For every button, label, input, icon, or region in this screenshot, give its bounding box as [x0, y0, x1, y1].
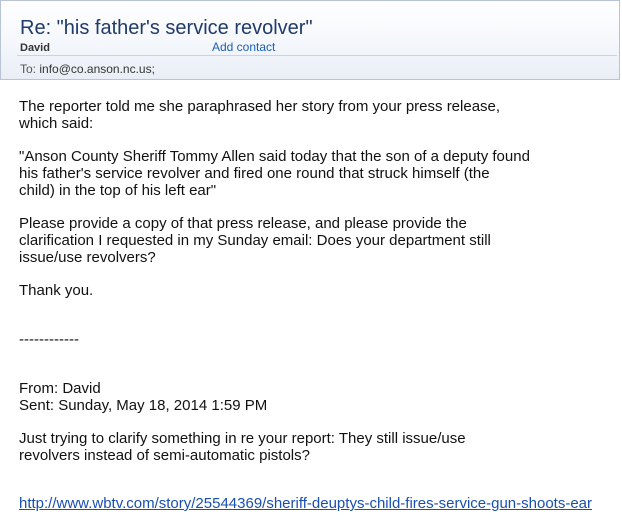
- sender-name[interactable]: David: [20, 42, 50, 54]
- thank-you: Thank you.: [19, 282, 94, 299]
- email-subject: Re: "his father's service revolver": [20, 17, 313, 39]
- quoted-sent: Sent: Sunday, May 18, 2014 1:59 PM: [19, 397, 268, 414]
- quoted-from: From: David: [19, 380, 101, 397]
- story-link[interactable]: http://www.wbtv.com/story/25544369/sheriff-deuptys-child-fires-service-gun-shoots-ear: [19, 495, 593, 512]
- quoted-press-release: "Anson County Sheriff Tommy Allen said today that the son of a deputy found his father's service revolver and fired one round that struck himself (the child) in the top of his left ear": [19, 148, 530, 199]
- email-header: [0, 0, 620, 80]
- quoted-message: Just trying to clarify something in re your report: They still issue/use revolvers instead of semi-automatic pistols?: [19, 430, 466, 464]
- add-contact-link[interactable]: Add contact: [212, 40, 276, 54]
- recipient-line: [20, 62, 155, 76]
- recipient-address[interactable]: info@co.anson.nc.us;: [39, 62, 155, 76]
- paragraph-request: Please provide a copy of that press release, and please provide the clarification I requested in my Sunday email: Does your department still issue/use revolvers?: [19, 215, 491, 266]
- paragraph-1: The reporter told me she paraphrased her story from your press release, which said:: [19, 98, 501, 132]
- message-body: [19, 98, 619, 464]
- to-label: To:: [20, 62, 37, 76]
- quote-separator: ------------: [19, 331, 79, 348]
- header-divider: [17, 55, 617, 56]
